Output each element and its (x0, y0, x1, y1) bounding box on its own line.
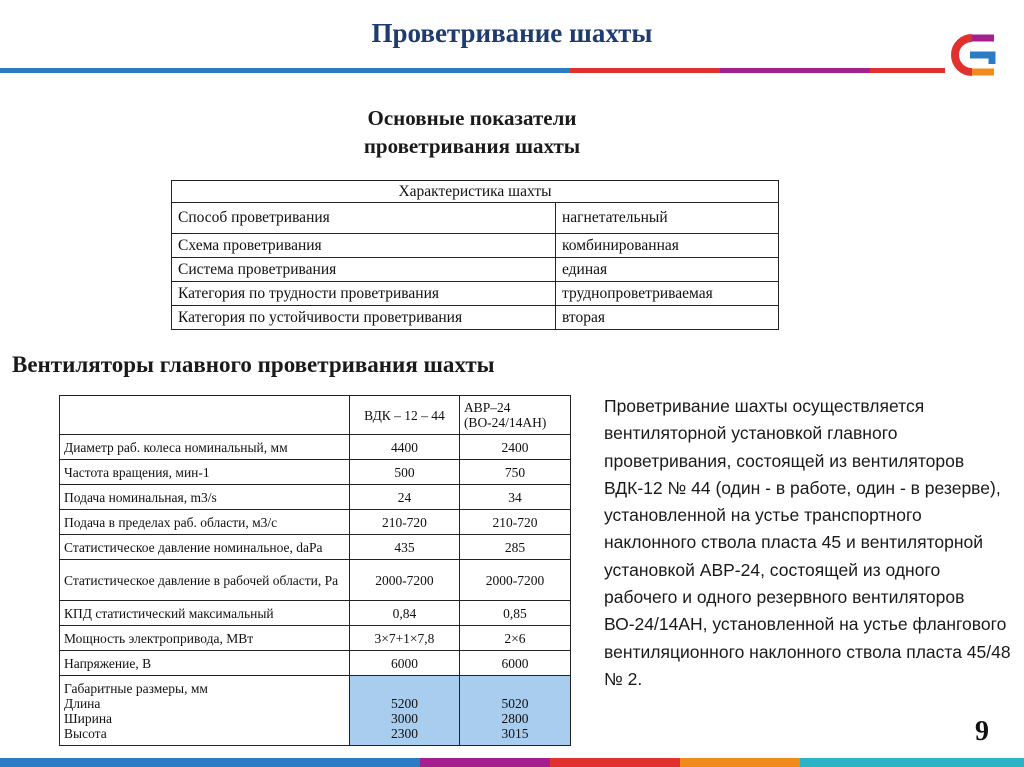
param-value-vdk: 3×7+1×7,8 (349, 626, 459, 651)
param-value-vdk: 2000-7200 (349, 560, 459, 601)
vdk-length: 5200 (390, 695, 418, 711)
table-header: Характеристика шахты (172, 181, 779, 203)
table-row (172, 306, 779, 330)
param-label: КПД статистический максимальный (60, 601, 350, 626)
avr-length: 5020 (501, 695, 529, 711)
param-label: Статистическое давление в рабочей области, Pa (60, 560, 350, 601)
company-logo-icon (946, 34, 998, 76)
indicators-heading (0, 104, 944, 160)
table-row (172, 234, 779, 258)
table-row (172, 282, 779, 306)
dimensions-label (60, 676, 350, 746)
ventilation-description: Проветривание шахты осуществляется вентиляторной установкой главного проветривания, состоящей из вентиляторов ВДК-12 № 44 (один - в работе, один - в резерве), установленной на устье транспортного наклонного ствола пласта 45 и вентиляторной установкой АВР-24, состоящей из одного рабочего и одного резервного вентиляторов ВО-24/14АН, установленной на устье флангового вентиляционного наклонного ствола пласта 45/48 № 2. (604, 396, 1011, 689)
table-row (60, 626, 571, 651)
bottom-color-bar (0, 758, 1024, 767)
param-label: Мощность электропривода, МВт (60, 626, 350, 651)
fan-vdk-header: ВДК – 12 – 44 (349, 396, 459, 435)
row-value: труднопроветриваемая (556, 282, 779, 306)
top-color-bar (0, 68, 945, 73)
table-header-row (172, 181, 779, 203)
page-number: 9 (975, 716, 989, 747)
param-value-avr: 2000-7200 (459, 560, 570, 601)
param-value-vdk: 500 (349, 460, 459, 485)
table-row (60, 460, 571, 485)
param-value-avr: 0,85 (459, 601, 570, 626)
dimensions-height-label: Высота (64, 725, 107, 741)
param-label: Напряжение, В (60, 651, 350, 676)
table-row (60, 535, 571, 560)
table-row (60, 510, 571, 535)
indicators-heading-line2: проветривания шахты (363, 134, 581, 158)
param-label: Диаметр раб. колеса номинальный, мм (60, 435, 350, 460)
vdk-width: 3000 (390, 710, 418, 726)
row-label: Схема проветривания (172, 234, 556, 258)
param-value-vdk: 210-720 (349, 510, 459, 535)
mine-characteristics-table (171, 180, 779, 330)
fans-table-header-row (60, 396, 571, 435)
row-value: вторая (556, 306, 779, 330)
fan-avr-header-line1: АВР–24 (463, 400, 511, 415)
table-row (172, 258, 779, 282)
table-row (60, 651, 571, 676)
row-label: Способ проветривания (172, 203, 556, 234)
param-value-avr: 2400 (459, 435, 570, 460)
param-value-avr: 34 (459, 485, 570, 510)
param-value-avr: 210-720 (459, 510, 570, 535)
dimensions-vdk (349, 676, 459, 746)
dimensions-title: Габаритные размеры, мм (64, 680, 208, 696)
vdk-height: 2300 (390, 725, 418, 741)
param-value-vdk: 24 (349, 485, 459, 510)
dimensions-row (60, 676, 571, 746)
param-value-vdk: 435 (349, 535, 459, 560)
dimensions-length-label: Длина (64, 695, 101, 711)
param-label: Частота вращения, мин-1 (60, 460, 350, 485)
row-label: Категория по трудности проветривания (172, 282, 556, 306)
param-value-vdk: 4400 (349, 435, 459, 460)
avr-height: 3015 (501, 725, 529, 741)
table-row (60, 560, 571, 601)
param-value-vdk: 6000 (349, 651, 459, 676)
table-row (172, 203, 779, 234)
indicators-heading-line1: Основные показатели (367, 106, 577, 130)
row-label: Категория по устойчивости проветривания (172, 306, 556, 330)
param-value-avr: 285 (459, 535, 570, 560)
dimensions-avr (459, 676, 570, 746)
table-row (60, 601, 571, 626)
table-row (60, 435, 571, 460)
param-value-avr: 6000 (459, 651, 570, 676)
row-label: Система проветривания (172, 258, 556, 282)
row-value: комбинированная (556, 234, 779, 258)
dimensions-width-label: Ширина (64, 710, 113, 726)
fans-table (59, 395, 571, 746)
row-value: единая (556, 258, 779, 282)
slide-title: Проветривание шахты (371, 18, 653, 48)
fans-section-title: Вентиляторы главного проветривания шахты (12, 352, 495, 377)
param-value-avr: 750 (459, 460, 570, 485)
param-value-vdk: 0,84 (349, 601, 459, 626)
header-empty-cell (60, 396, 350, 435)
fan-avr-header (459, 396, 570, 435)
param-value-avr: 2×6 (459, 626, 570, 651)
row-value: нагнетательный (556, 203, 779, 234)
fan-avr-header-line2: (ВО-24/14АН) (463, 415, 547, 430)
param-label: Подача в пределах раб. области, м3/с (60, 510, 350, 535)
avr-width: 2800 (501, 710, 529, 726)
param-label: Подача номинальная, m3/s (60, 485, 350, 510)
table-row (60, 485, 571, 510)
param-label: Статистическое давление номинальное, daPa (60, 535, 350, 560)
